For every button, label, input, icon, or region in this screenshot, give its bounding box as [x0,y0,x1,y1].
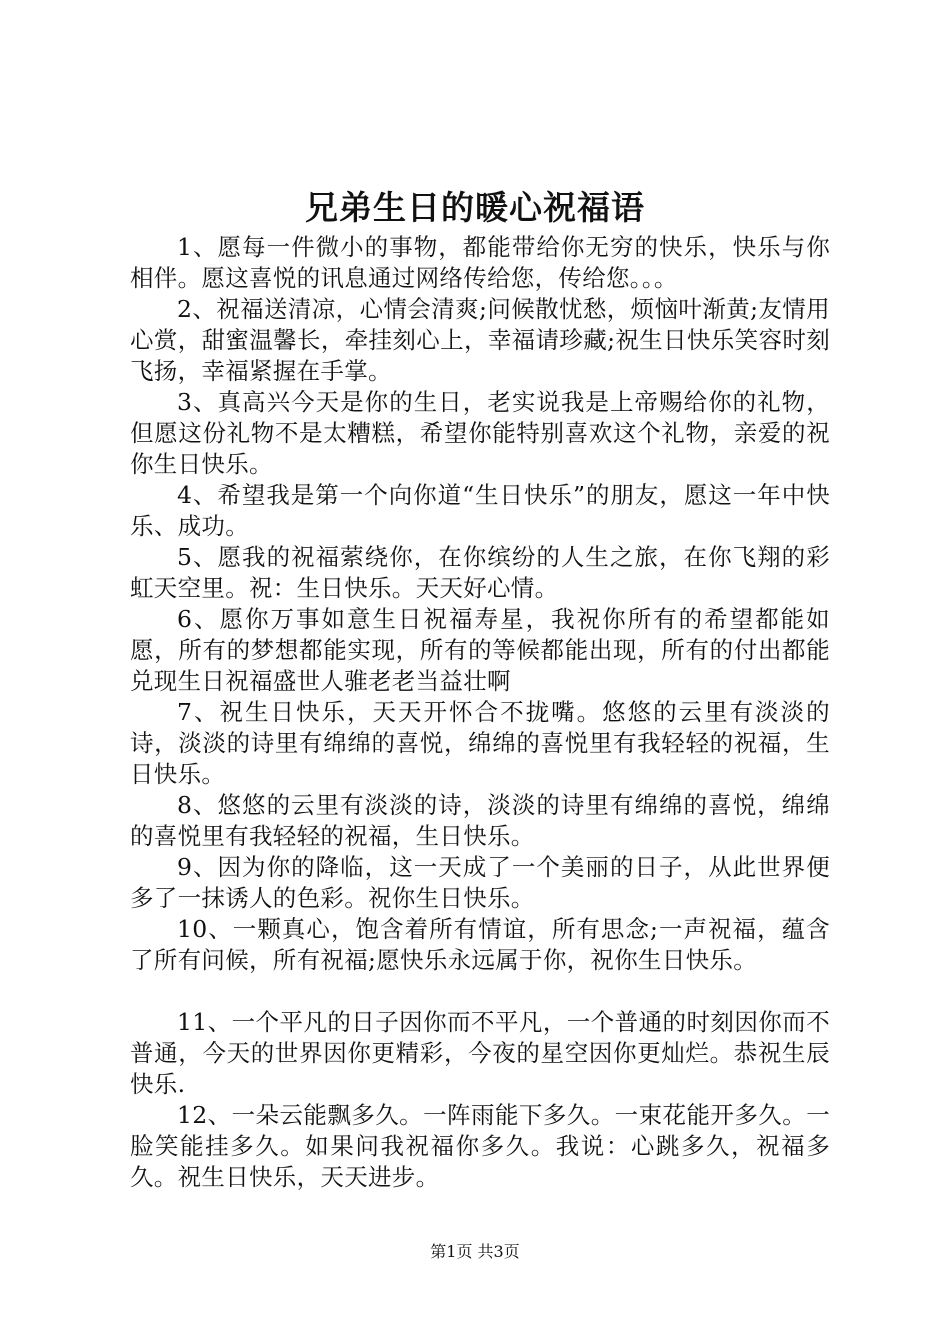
paragraph-9: 9、因为你的降临，这一天成了一个美丽的日子，从此世界便多了一抹诱人的色彩。祝你生日快乐。 [130,853,830,912]
paragraph-8: 8、悠悠的云里有淡淡的诗，淡淡的诗里有绵绵的喜悦，绵绵的喜悦里有我轻轻的祝福，生日快乐。 [130,791,830,850]
paragraph-11: 11、一个平凡的日子因你而不平凡，一个普通的时刻因你而不普通，今天的世界因你更精彩，今夜的星空因你更灿烂。恭祝生辰快乐. [130,1008,830,1098]
document-title: 兄弟生日的暖心祝福语 [305,188,645,227]
paragraph-2: 2、祝福送清凉，心情会清爽;问候散忧愁，烦恼叶渐黄;友情用心赏，甜蜜温馨长，牵挂刻心上，幸福请珍藏;祝生日快乐笑容时刻飞扬，幸福紧握在手掌。 [130,295,830,385]
paragraph-3: 3、真高兴今天是你的生日，老实说我是上帝赐给你的礼物，但愿这份礼物不是太糟糕，希望你能特别喜欢这个礼物，亲爱的祝你生日快乐。 [130,388,830,478]
paragraph-6: 6、愿你万事如意生日祝福寿星，我祝你所有的希望都能如愿，所有的梦想都能实现，所有的等候都能出现，所有的付出都能兑现生日祝福盛世人骓老老当益壮啊 [130,605,830,695]
paragraph-12: 12、一朵云能飘多久。一阵雨能下多久。一束花能开多久。一脸笑能挂多久。如果问我祝福你多久。我说：心跳多久，祝福多久。祝生日快乐，天天进步。 [130,1101,830,1191]
paragraph-5: 5、愿我的祝福萦绕你，在你缤纷的人生之旅，在你飞翔的彩虹天空里。祝：生日快乐。天天好心情。 [130,543,830,602]
paragraph-4: 4、希望我是第一个向你道“生日快乐”的朋友，愿这一年中快乐、成功。 [130,481,830,540]
page-footer: 第1页 共3页 [430,1242,520,1261]
paragraph-7: 7、祝生日快乐，天天开怀合不拢嘴。悠悠的云里有淡淡的诗，淡淡的诗里有绵绵的喜悦，绵绵的喜悦里有我轻轻的祝福，生日快乐。 [130,698,830,788]
paragraph-10: 10、一颗真心，饱含着所有情谊，所有思念;一声祝福，蕴含了所有问候，所有祝福;愿快乐永远属于你，祝你生日快乐。 [130,915,830,974]
paragraph-1: 1、愿每一件微小的事物，都能带给你无穷的快乐，快乐与你相伴。愿这喜悦的讯息通过网络传给您，传给您。。。 [130,233,830,292]
document-body [130,232,830,1193]
